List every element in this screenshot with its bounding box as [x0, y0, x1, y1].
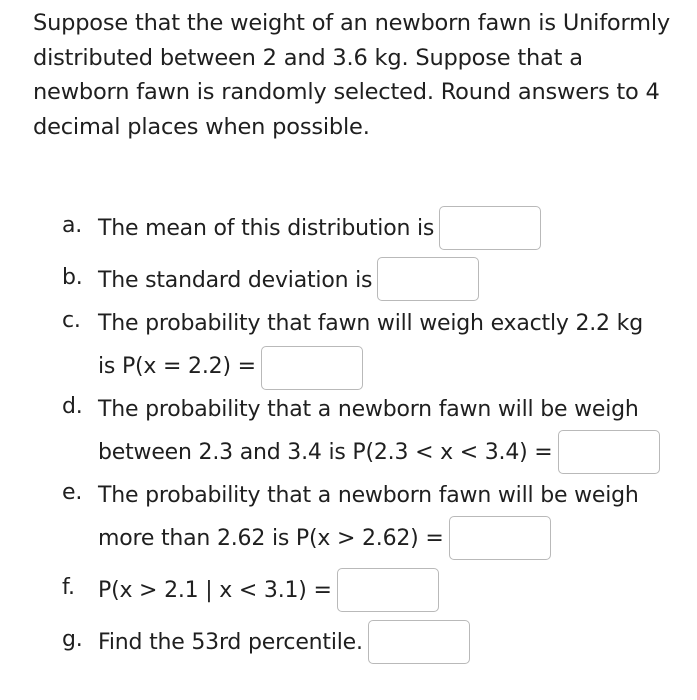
question-letter: c.: [62, 308, 81, 333]
answer-input-d[interactable]: [558, 430, 660, 474]
question-letter: f.: [62, 575, 75, 600]
question-letter: g.: [62, 627, 83, 652]
answer-input-e[interactable]: [449, 516, 551, 560]
question-text-continued: more than 2.62 is P(x > 2.62) =: [98, 525, 444, 551]
answer-input-a[interactable]: [439, 206, 541, 250]
question-text: The probability that fawn will weigh exactly 2.2 kg: [98, 310, 643, 336]
question-text: Find the 53rd percentile.: [98, 629, 363, 655]
question-text: The probability that a newborn fawn will be weigh: [98, 396, 639, 422]
question-letter: a.: [62, 213, 83, 238]
answer-input-g[interactable]: [368, 620, 470, 664]
question-text: The mean of this distribution is: [98, 215, 435, 241]
answer-input-c[interactable]: [261, 346, 363, 390]
question-letter: b.: [62, 265, 83, 290]
answer-input-f[interactable]: [337, 568, 439, 612]
question-text-continued: between 2.3 and 3.4 is P(2.3 < x < 3.4) =: [98, 439, 553, 465]
question-text: The probability that a newborn fawn will be weigh: [98, 482, 639, 508]
answer-input-b[interactable]: [377, 257, 479, 301]
question-text: The standard deviation is: [98, 267, 373, 293]
problem-statement: Suppose that the weight of an newborn fawn is Uniformly distributed between 2 and 3.6 kg. Suppose that a newborn fawn is randomly selected. Round answers to 4 decimal places when possible.: [33, 10, 671, 140]
question-letter: d.: [62, 394, 83, 419]
question-letter: e.: [62, 480, 83, 505]
question-text-continued: is P(x = 2.2) =: [98, 353, 256, 379]
question-text: P(x > 2.1 | x < 3.1) =: [98, 577, 332, 603]
